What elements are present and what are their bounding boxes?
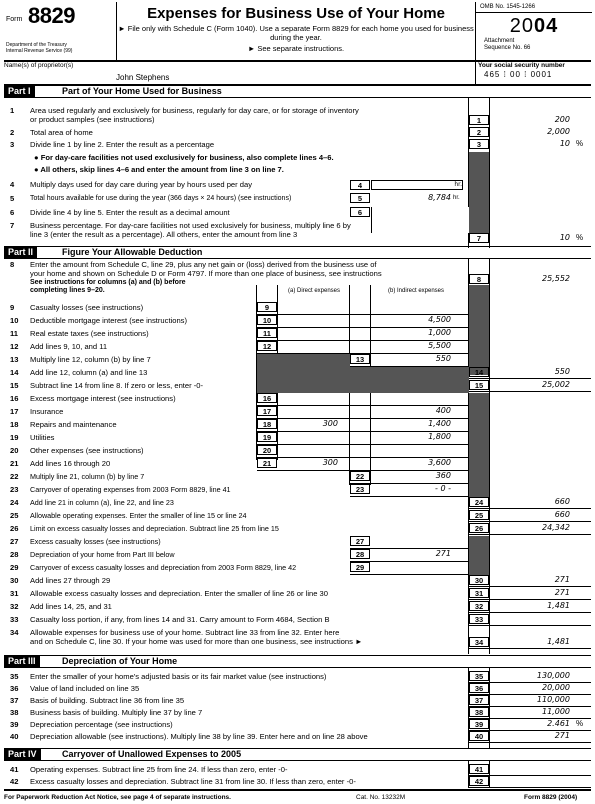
line-number-box: 9 — [257, 302, 277, 312]
line-number: 29 — [10, 563, 19, 572]
amount-18b[interactable]: 1,400 — [428, 419, 451, 428]
line-number-box: 19 — [257, 432, 277, 442]
row-rule — [469, 508, 591, 509]
part-title: Carryover of Unallowed Expenses to 2005 — [62, 749, 242, 759]
amount-15[interactable]: 25,002 — [542, 380, 570, 389]
line-number-box: 42 — [469, 776, 489, 786]
department — [6, 42, 72, 54]
line-number: 11 — [10, 329, 19, 338]
line-number: 40 — [10, 732, 19, 741]
hours-unit: hr. — [453, 195, 460, 201]
line-number-box: 1 — [469, 115, 489, 125]
line-text: Deductible mortgage interest (see instructions) — [30, 316, 188, 325]
line-number: 13 — [10, 355, 19, 364]
shaded-cell — [469, 419, 489, 432]
line-text: Depreciation of your home from Part III below — [30, 550, 175, 559]
line-text: Total area of home — [30, 128, 93, 137]
shaded-cell — [469, 354, 489, 367]
line-number-box: 8 — [469, 274, 489, 284]
line-number: 36 — [10, 684, 19, 693]
amount-24[interactable]: 660 — [554, 497, 570, 506]
amount-1[interactable]: 200 — [554, 115, 570, 124]
line-text: Add line 21 in column (a), line 22, and line 23 — [30, 498, 174, 507]
part-1-header — [4, 85, 591, 98]
line-text: Add line 12, column (a) and line 13 — [30, 368, 148, 377]
row-rule — [469, 599, 591, 600]
line-number-box: 38 — [469, 707, 489, 717]
line-text: Add lines 27 through 29 — [30, 576, 111, 585]
line-number: 30 — [10, 576, 19, 585]
amount-8[interactable]: 25,552 — [542, 274, 570, 283]
line-text: Divide line 4 by line 5. Enter the result as a decimal amount — [30, 208, 230, 217]
line-number: 9 — [10, 303, 15, 312]
line-text: Multiply days used for day care during year by hours used per day — [30, 180, 253, 189]
line-text: Multiply line 12, column (b) by line 7 — [30, 355, 151, 364]
part-tag: Part II — [4, 247, 37, 258]
line-number-box: 26 — [469, 523, 489, 533]
shaded-cell — [469, 458, 489, 471]
row-rule — [469, 648, 591, 649]
amount-31[interactable]: 271 — [554, 588, 570, 597]
amount-22[interactable]: 360 — [435, 471, 451, 480]
amount-36[interactable]: 20,000 — [542, 683, 570, 692]
form-subtitle-2: ► See separate instructions. — [247, 44, 345, 53]
amount-21b[interactable]: 3,600 — [428, 458, 451, 467]
line-text: Business percentage. For day-care facilities not used exclusively for business, multiply line 6 by — [30, 221, 351, 230]
shaded-cell — [469, 315, 489, 328]
shaded-cell — [469, 432, 489, 445]
amount-19b[interactable]: 1,800 — [428, 432, 451, 441]
amount-18a[interactable]: 300 — [322, 419, 338, 428]
line-number-box: 2 — [469, 127, 489, 137]
line-text: Add lines 9, 10, and 11 — [30, 342, 108, 351]
line-text: completing lines 9–20. — [30, 287, 105, 294]
tax-year — [476, 15, 592, 38]
shaded-cell — [469, 445, 489, 458]
line-number: 34 — [10, 628, 19, 637]
name-field[interactable]: John Stephens — [116, 73, 170, 82]
percent-sign: % — [576, 139, 584, 148]
shaded-cell — [469, 393, 489, 406]
part-title: Part of Your Home Used for Business — [62, 86, 222, 96]
part-2-header — [4, 246, 591, 259]
amount-13[interactable]: 550 — [435, 354, 451, 363]
line-text: Carryover of operating expenses from 2003 Form 8829, line 41 — [30, 485, 231, 494]
shaded-cell — [469, 471, 489, 484]
row-rule — [469, 586, 591, 587]
amount-32[interactable]: 1,481 — [547, 601, 570, 610]
amount-7[interactable]: 10 — [559, 233, 570, 242]
line-text: ● All others, skip lines 4–6 and enter the amount from line 3 on line 7. — [34, 165, 284, 174]
row-rule — [469, 742, 591, 743]
line-text: Business basis of building. Multiply line 37 by line 7 — [30, 708, 203, 717]
line-number: 20 — [10, 446, 19, 455]
shaded-cell — [469, 562, 489, 575]
line-number: 12 — [10, 342, 19, 351]
shaded-cell — [469, 406, 489, 419]
line-number-box: 33 — [469, 614, 489, 624]
amount-34[interactable]: 1,481 — [547, 637, 570, 646]
footer-cat: Cat. No. 13232M — [356, 794, 406, 801]
line-text: Casualty loss portion, if any, from lines 14 and 31. Carry amount to Form 4684, Section B — [30, 615, 330, 624]
row-rule — [469, 391, 591, 392]
line-text: Operating expenses. Subtract line 25 from line 24. If less than zero, enter -0- — [30, 765, 288, 774]
line-text: Enter the amount from Schedule C, line 29, plus any net gain or (loss) derived from the business use of — [30, 260, 377, 269]
row-rule — [469, 521, 591, 522]
amount-25[interactable]: 660 — [554, 510, 570, 519]
line-number-box: 13 — [350, 354, 370, 364]
line-text: Other expenses (see instructions) — [30, 446, 144, 455]
dept-line-2: Internal Revenue Service (99) — [6, 48, 73, 54]
line-number: 16 — [10, 394, 19, 403]
line-number-box: 15 — [469, 380, 489, 390]
line-text: Excess mortgage interest (see instructions) — [30, 394, 176, 403]
footer-notice: For Paperwork Reduction Act Notice, see page 4 of separate instructions. — [4, 794, 231, 801]
line-text: Add lines 14, 25, and 31 — [30, 602, 112, 611]
line-number-box: 6 — [350, 207, 370, 217]
shaded-cell — [257, 354, 350, 367]
row-rule — [469, 534, 591, 535]
line-number-box: 23 — [350, 484, 370, 494]
amount-4[interactable]: hr. — [371, 180, 463, 190]
line-number-box: 36 — [469, 683, 489, 693]
line-number: 32 — [10, 602, 19, 611]
part-3-header — [4, 655, 591, 668]
row-rule — [469, 625, 591, 626]
line-text: Limit on excess casualty losses and depreciation. Subtract line 25 from line 15 — [30, 524, 279, 533]
line-number-box: 4 — [350, 180, 370, 190]
amount-39[interactable]: 2.461 — [547, 719, 570, 728]
line-number-box: 28 — [350, 549, 370, 559]
line-text: Basis of building. Subtract line 36 from line 35 — [30, 696, 185, 705]
line-text: Depreciation percentage (see instructions) — [30, 720, 173, 729]
amount-2[interactable]: 2,000 — [547, 127, 570, 136]
ssn-field[interactable]: 465 ⁞ 00 ⁞ 0001 — [484, 70, 553, 79]
line-number-box: 20 — [257, 445, 277, 455]
line-number: 21 — [10, 459, 19, 468]
form-number: 8829 — [28, 3, 75, 28]
line-number-box: 18 — [257, 419, 277, 429]
row-rule — [469, 612, 591, 613]
line-number-box: 30 — [469, 575, 489, 585]
line-text: Excess casualty losses and depreciation. Subtract line 31 from line 30. If less than zero, enter -0- — [30, 777, 356, 786]
line-number: 23 — [10, 485, 19, 494]
line-number-box: 32 — [469, 601, 489, 611]
shaded-cell — [469, 536, 489, 549]
shaded-cell — [257, 380, 469, 393]
amount-5[interactable]: 8,784 — [428, 193, 451, 202]
amount-17b[interactable]: 400 — [435, 406, 451, 415]
line-text: Multiply line 21, column (b) by line 7 — [30, 472, 145, 481]
line-number-box: 12 — [257, 341, 277, 351]
line-text: Insurance — [30, 407, 64, 416]
line-number: 10 — [10, 316, 19, 325]
shaded-cell — [469, 484, 489, 497]
form-word: Form — [6, 16, 23, 23]
line-number: 15 — [10, 381, 19, 390]
line-number-box: 39 — [469, 719, 489, 729]
form-id-box — [4, 2, 117, 60]
line-number: 22 — [10, 472, 19, 481]
line-text: Allowable expenses for business use of your home. Subtract line 33 from line 32. Enter here — [30, 628, 340, 637]
percent-sign: % — [576, 719, 584, 728]
line-text: Allowable excess casualty losses and depreciation. Enter the smaller of line 26 or line 30 — [30, 589, 329, 598]
amount-21a[interactable]: 300 — [322, 458, 338, 467]
ssn-box — [475, 62, 592, 84]
line-number-box: 24 — [469, 497, 489, 507]
line-number: 42 — [10, 777, 19, 786]
part-title: Figure Your Allowable Deduction — [62, 247, 203, 257]
form-title: Expenses for Business Use of Your Home — [147, 5, 445, 22]
omb-number: OMB No. 1545-1266 — [476, 2, 592, 13]
form-footer — [4, 789, 591, 803]
line-text: Excess casualty losses (see instructions) — [30, 537, 161, 546]
amount-26[interactable]: 24,342 — [542, 523, 570, 532]
form-subtitle: ► File only with Schedule C (Form 1040). Use a separate Form 8829 for each home you used for business during the year. — [118, 24, 474, 42]
row-rule — [469, 378, 591, 379]
line-number-box: 35 — [469, 671, 489, 681]
line-number: 33 — [10, 615, 19, 624]
amount-12b[interactable]: 5,500 — [428, 341, 451, 350]
line-number: 19 — [10, 433, 19, 442]
part-4-header — [4, 748, 591, 761]
line-text: line 3 (enter the result as a percentage). All others, enter the amount from line 3 — [30, 230, 298, 239]
part-tag: Part III — [4, 656, 40, 667]
line-number-box: 29 — [350, 562, 370, 572]
taxpayer-info — [4, 62, 591, 85]
shaded-cell — [469, 152, 489, 233]
line-number-box: 5 — [350, 193, 370, 203]
line-number: 31 — [10, 589, 19, 598]
line-number-box: 16 — [257, 393, 277, 403]
line-number: 37 — [10, 696, 19, 705]
line-number-box: 34 — [469, 637, 489, 647]
line-number: 41 — [10, 765, 19, 774]
footer-form: Form 8829 (2004) — [524, 794, 578, 801]
shaded-cell — [469, 302, 489, 315]
shaded-cell — [469, 341, 489, 354]
shaded-cell — [469, 549, 489, 562]
amount-23[interactable]: - 0 - — [435, 484, 451, 493]
line-number: 28 — [10, 550, 19, 559]
amount-35[interactable]: 130,000 — [536, 671, 570, 680]
line-number-box: 40 — [469, 731, 489, 741]
name-label: Name(s) of proprietor(s) — [4, 62, 74, 69]
line-text: Carryover of excess casualty losses and depreciation from 2003 Form 8829, line 42 — [30, 563, 297, 572]
line-number-box: 41 — [469, 764, 489, 774]
blank-cell — [371, 207, 469, 233]
amount-3[interactable]: 10 — [559, 139, 570, 148]
amount-10b[interactable]: 4,500 — [428, 315, 451, 324]
line-text: or product samples (see instructions) — [30, 115, 155, 124]
line-text: Add lines 16 through 20 — [30, 459, 111, 468]
line-text: Area used regularly and exclusively for business, regularly for day care, or for storage of inventory — [30, 106, 359, 115]
amount-11b[interactable]: 1,000 — [428, 328, 451, 337]
line-number: 27 — [10, 537, 19, 546]
line-text: Divide line 1 by line 2. Enter the result as a percentage — [30, 140, 215, 149]
year-suffix: 04 — [534, 15, 559, 37]
part-title: Depreciation of Your Home — [62, 656, 178, 666]
attachment-label: Attachment — [484, 38, 515, 44]
amount-38[interactable]: 11,000 — [542, 707, 570, 716]
line-number: 14 — [10, 368, 19, 377]
amount-14[interactable]: 550 — [554, 367, 570, 376]
line-number-box: 10 — [257, 315, 277, 325]
line-number: 39 — [10, 720, 19, 729]
line-number-box: 14 — [469, 367, 489, 377]
line-text: Repairs and maintenance — [30, 420, 117, 429]
line-text: your home and shown on Schedule D or Form 4797. If more than one place of business, see instructions — [30, 269, 382, 278]
line-number: 17 — [10, 407, 19, 416]
dept-line-1: Department of the Treasury — [6, 42, 67, 48]
amount-28[interactable]: 271 — [435, 549, 451, 558]
amount-37[interactable]: 110,000 — [536, 695, 570, 704]
line-number: 25 — [10, 511, 19, 520]
percent-sign: % — [576, 233, 584, 242]
line-text: Total hours available for use during the year (366 days × 24 hours) (see instructions) — [30, 195, 292, 202]
year-prefix: 20 — [509, 15, 534, 37]
row-rule — [350, 574, 469, 575]
row-rule — [257, 444, 469, 445]
line-number-box: 21 — [257, 458, 277, 468]
line-number-box: 17 — [257, 406, 277, 416]
col-a-header: (a) Direct expenses — [287, 288, 341, 294]
line-text: Utilities — [30, 433, 55, 442]
line-number-box: 31 — [469, 588, 489, 598]
line-number: 38 — [10, 708, 19, 717]
amount-30[interactable]: 271 — [554, 575, 570, 584]
line-number: 24 — [10, 498, 19, 507]
shaded-cell — [469, 328, 489, 341]
line-text: and on Schedule C, line 30. If your home was used for more than one business, see instructions ► — [30, 637, 363, 646]
line-number-box: 22 — [350, 471, 370, 481]
part-tag: Part I — [4, 86, 35, 97]
ssn-label: Your social security number — [478, 62, 565, 69]
line-text: See instructions for columns (a) and (b) before — [30, 279, 186, 286]
line-number: 26 — [10, 524, 19, 533]
line-number: 35 — [10, 672, 19, 681]
line-text: Enter the smaller of your home's adjusted basis or its fair market value (see instructions) — [30, 672, 327, 681]
line-text: Value of land included on line 35 — [30, 684, 140, 693]
line-number-box: 25 — [469, 510, 489, 520]
omb-box — [475, 2, 592, 60]
line-number: 18 — [10, 420, 19, 429]
line-number-box: 37 — [469, 695, 489, 705]
amount-40[interactable]: 271 — [554, 731, 570, 740]
line-number-box: 3 — [469, 139, 489, 149]
line-text: Real estate taxes (see instructions) — [30, 329, 149, 338]
line-text: Subtract line 14 from line 8. If zero or less, enter -0- — [30, 381, 204, 390]
line-text: ● For day-care facilities not used exclusively for business, also complete lines 4–6. — [34, 153, 334, 162]
part-tag: Part IV — [4, 749, 41, 760]
form-header — [4, 2, 591, 62]
shaded-cell — [257, 367, 469, 380]
line-number-box: 7 — [469, 233, 489, 243]
row-rule — [469, 787, 591, 788]
line-text: Allowable operating expenses. Enter the smaller of line 15 or line 24 — [30, 511, 247, 520]
line-number-box: 11 — [257, 328, 277, 338]
line-text: Casualty losses (see instructions) — [30, 303, 144, 312]
col-b-header: (b) Indirect expenses — [387, 288, 445, 294]
form-title-box — [117, 2, 475, 60]
line-number-box: 27 — [350, 536, 370, 546]
sequence-number: Sequence No. 66 — [484, 45, 531, 51]
form-8829: Form 8829 Department of the Treasury Internal Revenue Service (99) Expenses for Business Use of Your Home ► File only with Schedule C (Form 1040). Use a separate Form 8829 for each home you used for business during the year. ► See separate instructions. OMB No. 1545-1266 2004 Attachment Sequence No. 66 Name(s) of proprietor(s) John Stephens Your social security number 465 ⁞ 00 ⁞ 0001 Part I Part of Your Home Used for Business 1 Area used regularly and exclusively for business, regularly for day care, or for storage of inventory or product samples (see instructions) 1 200 2 Total area of home 2 2,000 3 Divide line 1 by line 2. Enter the result as a percentage 3 10 % ● For day-care facilities not used exclusively for business, also complete lines 4–6. ● All others, skip lines 4–6 and enter the amount from line 3 on line 7. 4 Multiply days used for day care during year by hours used per day 4 hr. 5 Total hours available for use during the year (366 days × 24 hours) (see instructions) 5 8,784 hr. 6 Divide line 4 by line 5. Enter the result as a decimal amount 6 7 Business percentage. For day-care facilities not used exclusively for business, multiply line 6 by line 3 (enter the result as a percentage). All others, enter the amount from line 3 7 10 % Part II Figure Your Allowable Deduction 8 Enter the amount from Schedule C, line 29, plus any net gain or (loss) derived from the business use of your home and shown on Schedule D or Form 4797. If more than one place of business, see instructions See instructions for columns (a) and (b) before completing lines 9–20. 8 25,552 (a) Direct expenses (b) Indirect expenses Part III Depreciation of Your Home Part IV Carryover of Unallowed Expenses to 2005 For Paperwork Reduction Act Notice, see page 4 of separate instructions. Cat. No. 13232M Form 8829 (2004) 9 Casualty losses (see instructions) 9 10 Deductible mortgage interest (see instructions) 10 4,500 11 Real estate taxes (see instructions) 11 1,000 12 Add lines 9, 10, and 11 12 5,500 13 Multiply line 12, column (b) by line 7 13 550 14 Add line 12, column (a) and line 13 14 550 15 Subtract line 14 from line 8. If zero or less, enter -0- 15 25,002 16 Excess mortgage interest (see instructions) 16 17 Insurance 17 400 18 Repairs and maintenance 18 300 1,400 19 Utilities 19 1,800 20 Other expenses (see instructions) 20 21 Add lines 16 through 20 21 300 3,600 22 Multiply line 21, column (b) by line 7 22 360 23 Carryover of operating expenses from 2003 Form 8829, line 41 23 - 0 - 24 Add line 21 in column (a), line 22, and line 23 24 660 25 Allowable operating expenses. Enter the smaller of line 15 or line 24 25 660 26 Limit on excess casualty losses and depreciation. Subtract line 25 from line 15 26 24,342 27 Excess casualty losses (see instructions) 27 28 Depreciation of your home from Part III below 28 271 29 Carryover of excess casualty losses and depreciation from 2003 Form 8829, line 42 29 30 Add lines 27 through 29 30 271 31 Allowable excess casualty losses and depreciation. Enter the smaller of line 26 or line 30 31 271 32 Add lines 14, 25, and 31 32 1,481 33 Casualty loss portion, if any, from lines 14 and 31. Carry amount to Form 4684, Section B 33 34 Allowable expenses for business use of your home. Subtract line 33 from line 32. Enter here and on Schedule C, line 30. If your home was used for more than one business, see instructions ► 34 1,481 35 Enter the smaller of your home's adjusted basis or its fair market value (see instructions) 35 130,000 36 Value of land included on line 35 36 20,000 37 Basis of building. Subtract line 36 from line 35 37 110,000 38 Business basis of building. Multiply line 37 by line 7 38 11,000 39 Depreciation percentage (see instructions) 39 2.461 % 40 Depreciation allowable (see instructions). Multiply line 38 by line 39. Enter here and on line 28 above 40 271 41 Operating expenses. Subtract line 25 from line 24. If less than zero, enter -0- 41 42 Excess casualty losses and depreciation. Subtract line 31 from line 30. If less than zero, enter -0- 42 — [4, 2, 591, 802]
line-text: Depreciation allowable (see instructions). Multiply line 38 by line 39. Enter here and on line 28 above — [30, 732, 368, 741]
row-rule — [350, 496, 469, 497]
